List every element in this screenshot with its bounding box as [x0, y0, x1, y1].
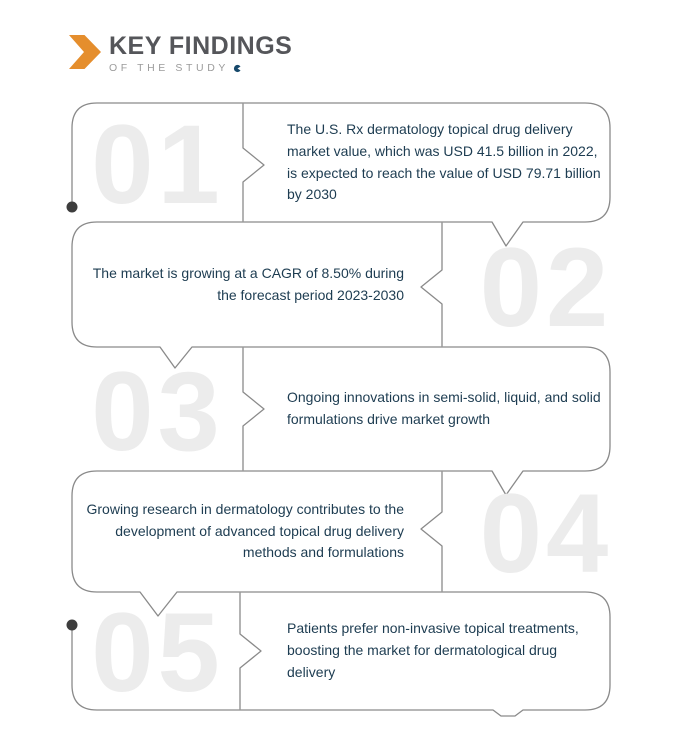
- divider-chevron-2: [421, 223, 442, 347]
- half-moon-dot-icon: [233, 64, 242, 73]
- finding-5-text: Patients prefer non-invasive topical treatments, boosting the market for dermatological drug delivery: [287, 620, 579, 680]
- finding-1-text: The U.S. Rx dermatology topical drug delivery market value, which was USD 41.5 billion in 2022, is expected to reach the value of USD 79.71 billion by 2030: [287, 121, 601, 203]
- page-subtitle: OF THE STUDY: [109, 62, 230, 74]
- double-chevron-right-icon: [69, 35, 101, 69]
- finding-2-number: 02: [479, 224, 613, 350]
- divider-chevron-3: [243, 348, 264, 471]
- divider-chevron-1: [243, 104, 264, 222]
- finding-2-text: The market is growing at a CAGR of 8.50% during the forecast period 2023-2030: [92, 264, 404, 303]
- subtitle-line: [109, 63, 292, 74]
- finding-4-number: 04: [479, 471, 613, 596]
- title-block: [109, 34, 292, 74]
- divider-chevron-4: [421, 472, 442, 592]
- header: [69, 34, 292, 74]
- finding-5-number: 05: [91, 590, 224, 715]
- finding-3-text: Ongoing innovations in semi-solid, liquid, and solid formulations drive market growth: [287, 389, 601, 427]
- divider-chevron-5: [240, 593, 261, 710]
- finding-4-text: Growing research in dermatology contributes to the development of advanced topical drug delivery methods and formulations: [86, 500, 404, 561]
- page-title: KEY FINDINGS: [109, 32, 293, 60]
- finding-3-number: 03: [91, 348, 224, 474]
- finding-1-number: 01: [91, 102, 224, 227]
